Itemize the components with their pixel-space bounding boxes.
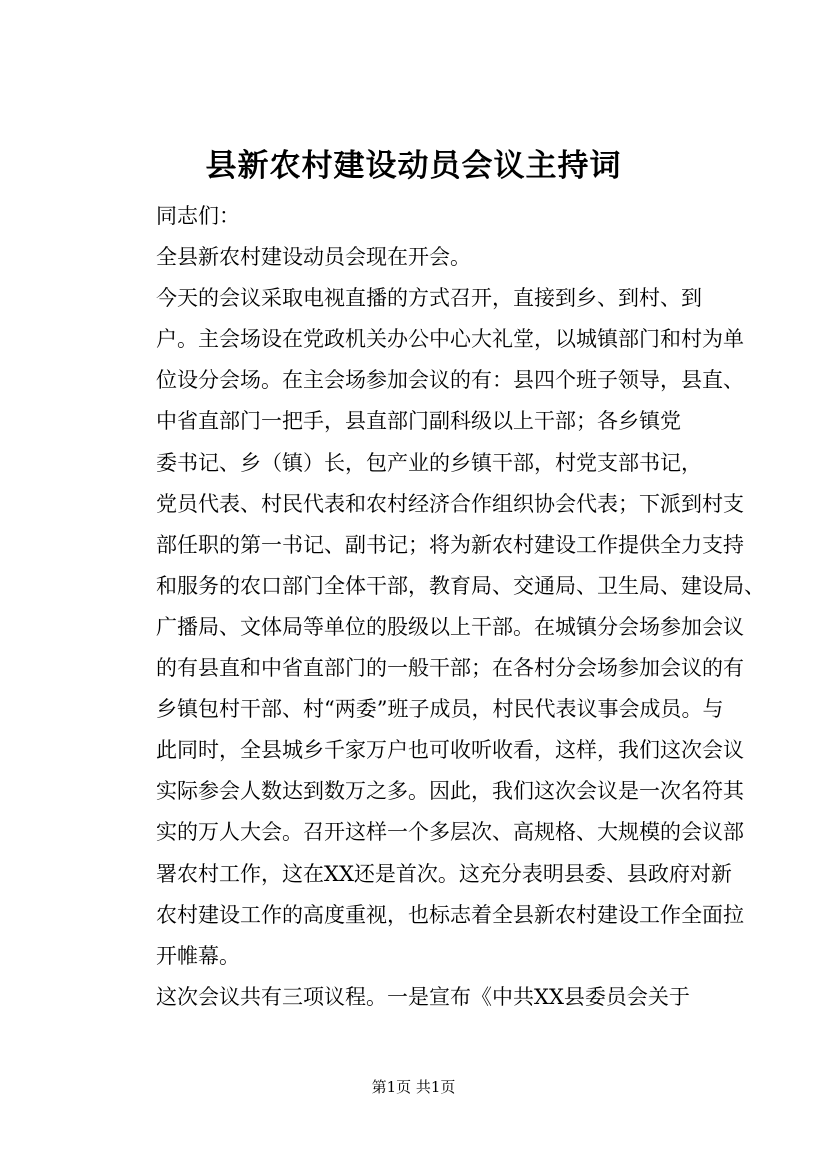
- paragraph-attendees: [114, 443, 765, 977]
- text-line: 全县新农村建设动员会现在开会。: [156, 245, 471, 270]
- text-line: 广播局、文体局等单位的股级以上干部。在城镇分会场参加会议: [156, 614, 744, 639]
- text-line: 此同时，全县城乡千家万户也可收听收看，这样，我们这次会议: [156, 738, 744, 763]
- text-line: 的有县直和中省直部门的一般干部；在各村分会场参加会议的有: [156, 656, 744, 681]
- text-line: 中省直部门一把手，县直部门副科级以上干部；各乡镇党: [156, 409, 681, 434]
- text-line: 同志们：: [156, 204, 240, 228]
- paragraph-greeting: [114, 196, 738, 237]
- paragraph-venue: [114, 278, 744, 442]
- page-footer: 第1页 共1页: [371, 1078, 456, 1096]
- paragraph-opening: [114, 237, 738, 278]
- text-line: 户。主会场设在党政机关办公中心大礼堂，以城镇部门和村为单: [156, 327, 744, 352]
- text-line: 开帷幕。: [156, 943, 240, 968]
- document-body: [114, 196, 765, 1018]
- text-line: 农村建设工作的高度重视，也标志着全县新农村建设工作全面拉: [156, 902, 744, 927]
- text-line: 实的万人大会。召开这样一个多层次、高规格、大规模的会议部: [156, 820, 744, 845]
- text-line: 实际参会人数达到数万之多。因此，我们这次会议是一次名符其: [156, 779, 744, 804]
- text-line: 部任职的第一书记、副书记；将为新农村建设工作提供全力支持: [156, 532, 744, 557]
- text-line: 这次会议共有三项议程。一是宣布《中共XX县委员会关于: [156, 984, 690, 1009]
- text-line: 党员代表、村民代表和农村经济合作组织协会代表；下派到村支: [156, 491, 744, 516]
- document-title: 县新农村建设动员会议主持词: [205, 148, 622, 184]
- text-line: 位设分会场。在主会场参加会议的有：县四个班子领导，县直、: [156, 368, 744, 393]
- text-line: 署农村工作，这在XX还是首次。这充分表明县委、县政府对新: [156, 861, 732, 886]
- paragraph-agenda: [114, 977, 738, 1018]
- text-line: 和服务的农口部门全体干部，教育局、交通局、卫生局、建设局、: [156, 573, 765, 598]
- text-line: 乡镇包村干部、村“两委”班子成员，村民代表议事会成员。与: [156, 697, 724, 722]
- text-line: 今天的会议采取电视直播的方式召开，直接到乡、到村、到: [156, 286, 702, 311]
- text-line: 委书记、乡（镇）长，包产业的乡镇干部，村党支部书记，: [156, 450, 702, 475]
